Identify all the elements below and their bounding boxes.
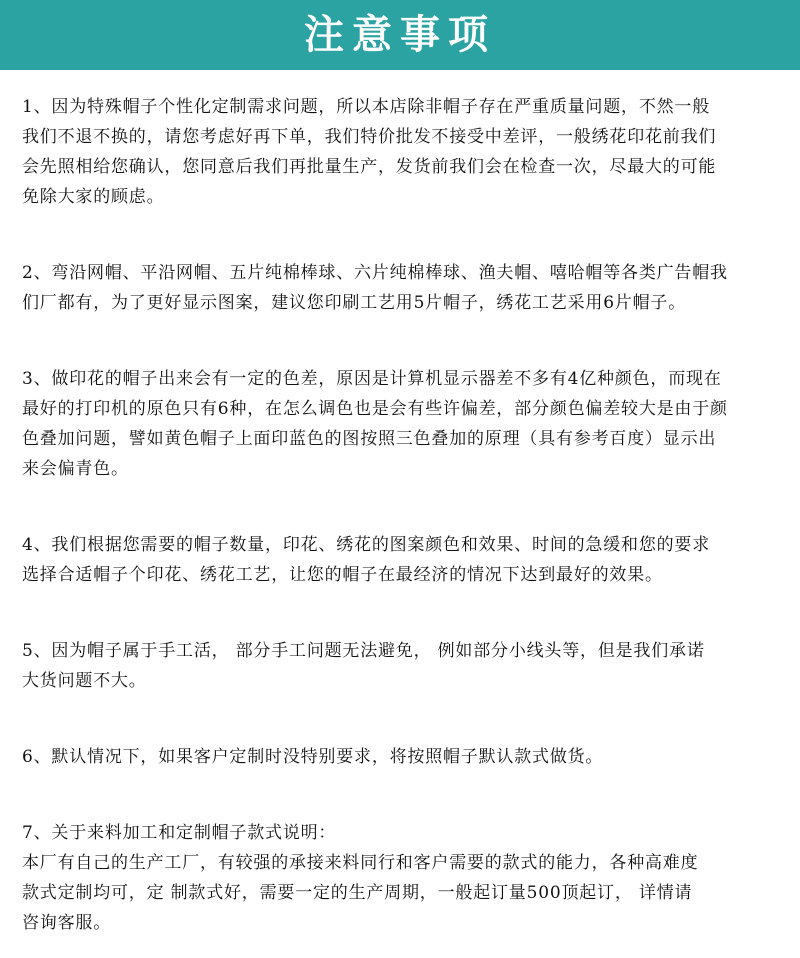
note-7-line-1: 7、关于来料加工和定制帽子款式说明： bbox=[22, 823, 337, 843]
note-7-line-2: 本厂有自己的生产工厂，有较强的承接来料同行和客户需要的款式的能力，各种高难度 bbox=[22, 853, 699, 873]
note-3-line-4: 来会偏青色。 bbox=[22, 459, 129, 479]
note-1-line-3: 会先照相给您确认，您同意后我们再批量生产，发货前我们会在检查一次，尽最大的可能 bbox=[22, 157, 717, 177]
note-7 bbox=[22, 818, 792, 938]
header-banner bbox=[0, 0, 800, 70]
note-2 bbox=[22, 258, 792, 318]
note-7-line-4: 咨询客服。 bbox=[22, 913, 111, 933]
note-1-line-1: 1、因为特殊帽子个性化定制需求问题，所以本店除非帽子存在严重质量问题，不然一般 bbox=[22, 97, 711, 117]
note-6 bbox=[22, 742, 792, 772]
note-1-line-2: 我们不退不换的，请您考虑好再下单，我们特价批发不接受中差评，一般绣花印花前我们 bbox=[22, 127, 717, 147]
note-1 bbox=[22, 92, 792, 212]
note-4-line-1: 4、我们根据您需要的帽子数量，印花、绣花的图案颜色和效果、时间的急缓和您的要求 bbox=[22, 535, 711, 555]
note-2-line-2: 们厂都有，为了更好显示图案，建议您印刷工艺用5片帽子，绣花工艺采用6片帽子。 bbox=[22, 293, 687, 313]
note-5-line-2: 大货问题不大。 bbox=[22, 671, 147, 691]
note-4 bbox=[22, 530, 792, 590]
note-3-line-1: 3、做印花的帽子出来会有一定的色差，原因是计算机显示器差不多有4亿种颜色，而现在 bbox=[22, 369, 722, 389]
notes-content bbox=[22, 92, 792, 938]
note-3 bbox=[22, 364, 792, 484]
note-5 bbox=[22, 636, 792, 696]
note-2-line-1: 2、弯沿网帽、平沿网帽、五片纯棉棒球、六片纯棉棒球、渔夫帽、嘻哈帽等各类广告帽我 bbox=[22, 263, 728, 283]
note-1-line-4: 免除大家的顾虑。 bbox=[22, 187, 165, 207]
page-title: 注意事项 bbox=[304, 12, 496, 58]
note-6-line-1: 6、默认情况下，如果客户定制时没特别要求，将按照帽子默认款式做货。 bbox=[22, 747, 604, 767]
note-4-line-2: 选择合适帽子个印花、绣花工艺，让您的帽子在最经济的情况下达到最好的效果。 bbox=[22, 565, 663, 585]
note-7-line-3: 款式定制均可，定 制款式好，需要一定的生产周期，一般起订量500顶起订， 详情请 bbox=[22, 883, 693, 903]
note-5-line-1: 5、因为帽子属于手工活， 部分手工问题无法避免， 例如部分小线头等，但是我们承诺 bbox=[22, 641, 705, 661]
note-3-line-2: 最好的打印机的原色只有6种，在怎么调色也是会有些许偏差，部分颜色偏差较大是由于颜 bbox=[22, 399, 728, 419]
note-3-line-3: 色叠加问题，譬如黄色帽子上面印蓝色的图按照三色叠加的原理（具有参考百度）显示出 bbox=[22, 429, 717, 449]
